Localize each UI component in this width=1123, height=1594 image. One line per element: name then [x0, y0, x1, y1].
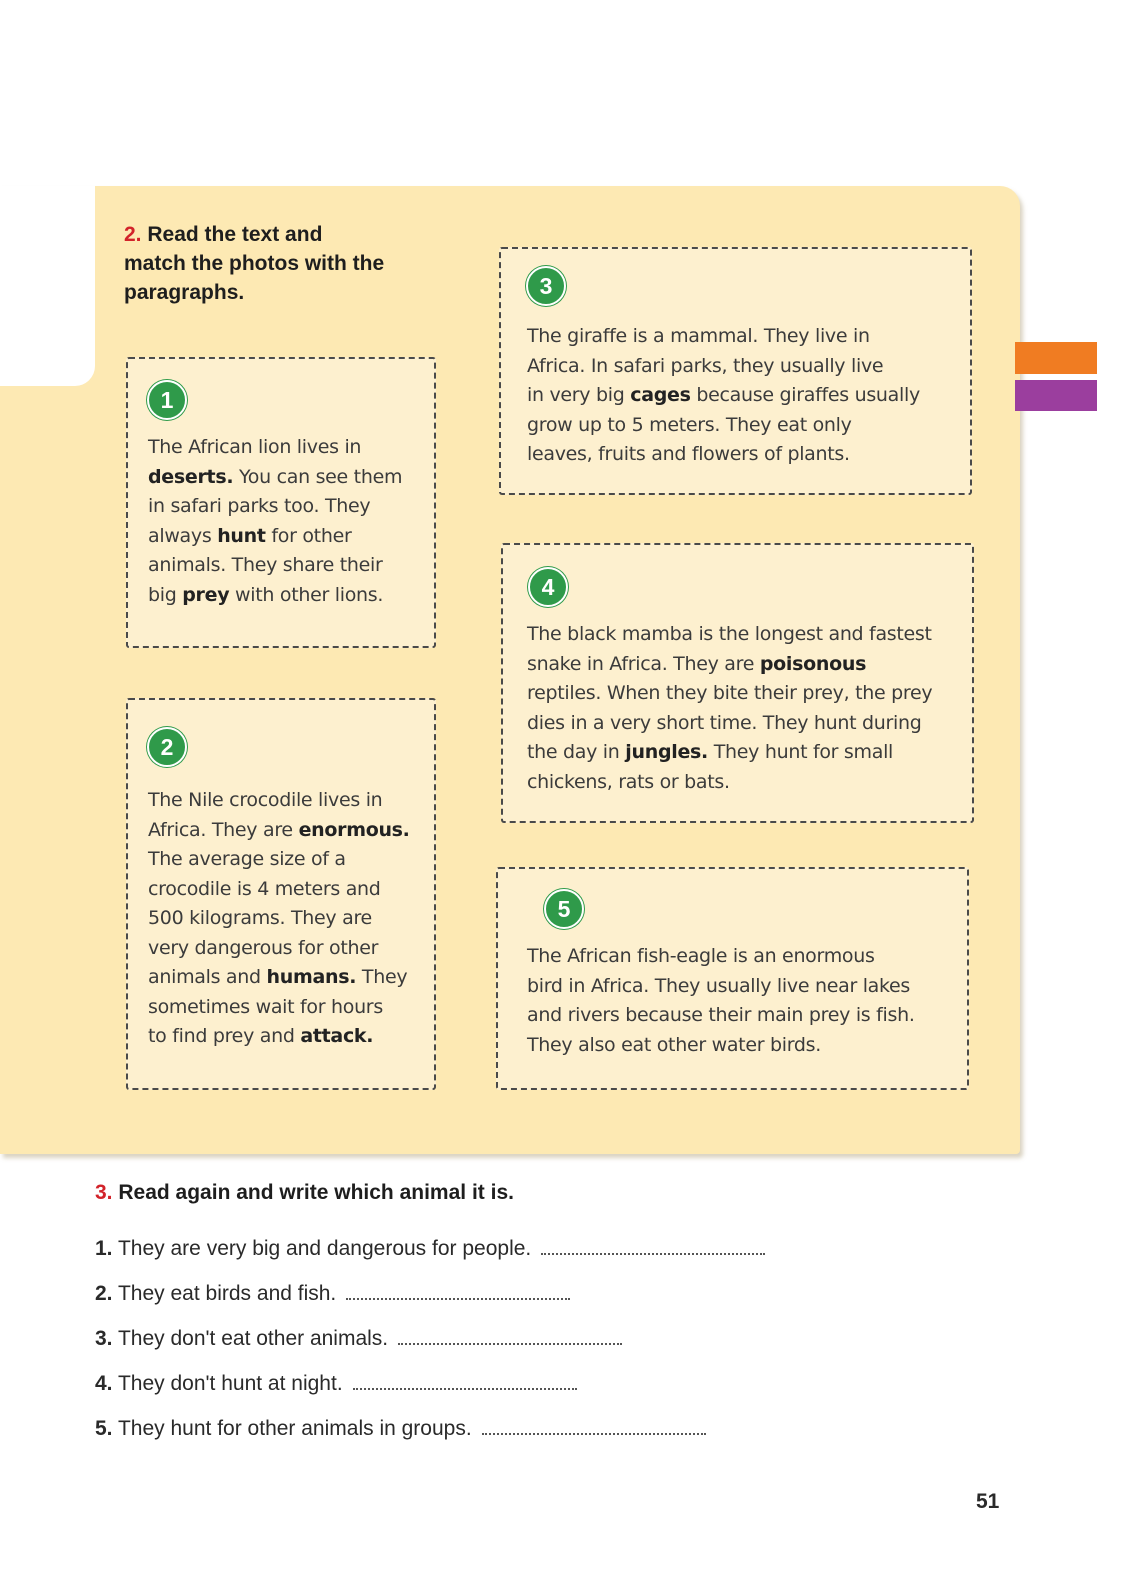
paragraph-line: deserts. You can see them [148, 465, 403, 488]
paragraph-line: very dangerous for other [148, 936, 379, 959]
paragraph-text [148, 786, 410, 1052]
question-number: 3. [95, 1327, 113, 1350]
paragraph-line: reptiles. When they bite their prey, the prey [527, 682, 933, 704]
paragraph-line: animals and humans. They [148, 966, 408, 988]
paragraph-line: in very big cages because giraffes usually [527, 384, 920, 406]
paragraph-card-4 [501, 543, 974, 823]
instruction-line: match the photos with the [124, 252, 385, 275]
question-5 [95, 1417, 706, 1441]
question-text: They don't hunt at night. [117, 1372, 343, 1395]
paragraph-line: the day in jungles. They hunt for small [527, 741, 894, 763]
exercise-2-number: 2. [124, 223, 142, 246]
question-number: 5. [95, 1417, 113, 1440]
paragraph-line: bird in Africa. They usually live near lakes [527, 974, 911, 997]
instruction-line: Read the text and [147, 223, 323, 246]
exercise-2-instruction [124, 220, 384, 307]
paragraph-line: big prey with other lions. [148, 583, 384, 606]
exercise-3-text: Read again and write which animal it is. [118, 1181, 514, 1204]
paragraph-line: always hunt for other [148, 524, 352, 547]
keyword: deserts. [148, 465, 234, 488]
paragraph-line: The giraffe is a mammal. They live in [527, 325, 870, 347]
keyword: hunt [217, 524, 266, 547]
paragraph-line: Africa. In safari parks, they usually live [527, 354, 884, 377]
keyword: prey [182, 583, 230, 606]
paragraph-line: sometimes wait for hours [148, 995, 383, 1018]
question-number: 2. [95, 1282, 113, 1305]
number-badge: 3 [526, 266, 566, 306]
number-badge: 1 [147, 380, 187, 420]
paragraph-line: and rivers because their main prey is fish. [527, 1004, 915, 1026]
paragraph-line: The average size of a [148, 848, 346, 870]
question-number: 1. [95, 1237, 113, 1260]
paragraph-line: They also eat other water birds. [527, 1033, 821, 1056]
instruction-line: paragraphs. [124, 281, 245, 304]
keyword: cages [630, 384, 691, 406]
question-number: 4. [95, 1372, 113, 1395]
paragraph-line: The African fish-eagle is an enormous [527, 945, 875, 967]
question-3 [95, 1327, 622, 1351]
paragraph-line: 500 kilograms. They are [148, 907, 372, 929]
answer-blank[interactable] [353, 1387, 577, 1390]
purple-page-tab [1015, 380, 1097, 411]
keyword: poisonous [759, 652, 867, 675]
number-badge: 5 [544, 889, 584, 929]
paragraph-line: leaves, fruits and flowers of plants. [527, 443, 850, 465]
paragraph-text [527, 942, 915, 1060]
paragraph-card-2 [126, 698, 436, 1090]
paragraph-line: dies in a very short time. They hunt during [527, 711, 922, 734]
paragraph-line: Africa. They are enormous. [148, 818, 410, 841]
keyword: jungles. [625, 741, 708, 763]
question-text: They are very big and dangerous for people. [117, 1237, 532, 1260]
question-text: They hunt for other animals in groups. [117, 1417, 472, 1440]
paragraph-line: to find prey and attack. [148, 1025, 374, 1047]
keyword: attack. [300, 1025, 374, 1047]
question-2 [95, 1282, 570, 1306]
paragraph-line: The Nile crocodile lives in [148, 789, 383, 811]
question-text: They don't eat other animals. [117, 1327, 389, 1350]
question-1 [95, 1237, 765, 1261]
paragraph-line: animals. They share their [148, 554, 383, 576]
orange-page-tab [1015, 342, 1097, 374]
number-badge: 2 [147, 727, 187, 767]
paragraph-line: snake in Africa. They are poisonous [527, 652, 867, 675]
number-badge: 4 [528, 567, 568, 607]
answer-blank[interactable] [482, 1432, 706, 1435]
paragraph-text [148, 433, 402, 610]
paragraph-text [527, 322, 920, 470]
paragraph-line: chickens, rats or bats. [527, 770, 730, 793]
exercise-3-instruction [95, 1178, 514, 1207]
paragraph-line: The African lion lives in [148, 436, 362, 458]
keyword: humans. [266, 966, 357, 988]
question-4 [95, 1372, 577, 1396]
answer-blank[interactable] [398, 1342, 622, 1345]
paragraph-line: grow up to 5 meters. They eat only [527, 413, 852, 436]
paragraph-card-1 [126, 357, 436, 648]
exercise-3-number: 3. [95, 1181, 113, 1204]
paragraph-text [527, 620, 932, 797]
answer-blank[interactable] [346, 1297, 570, 1300]
paragraph-card-3 [499, 247, 972, 495]
question-text: They eat birds and fish. [117, 1282, 337, 1305]
page-number: 51 [976, 1490, 1000, 1513]
panel-notch [0, 186, 95, 386]
paragraph-line: crocodile is 4 meters and [148, 877, 381, 900]
keyword: enormous. [298, 818, 410, 841]
paragraph-card-5 [496, 867, 969, 1090]
paragraph-line: The black mamba is the longest and fastest [527, 623, 932, 645]
answer-blank[interactable] [541, 1252, 765, 1255]
paragraph-line: in safari parks too. They [148, 495, 371, 517]
